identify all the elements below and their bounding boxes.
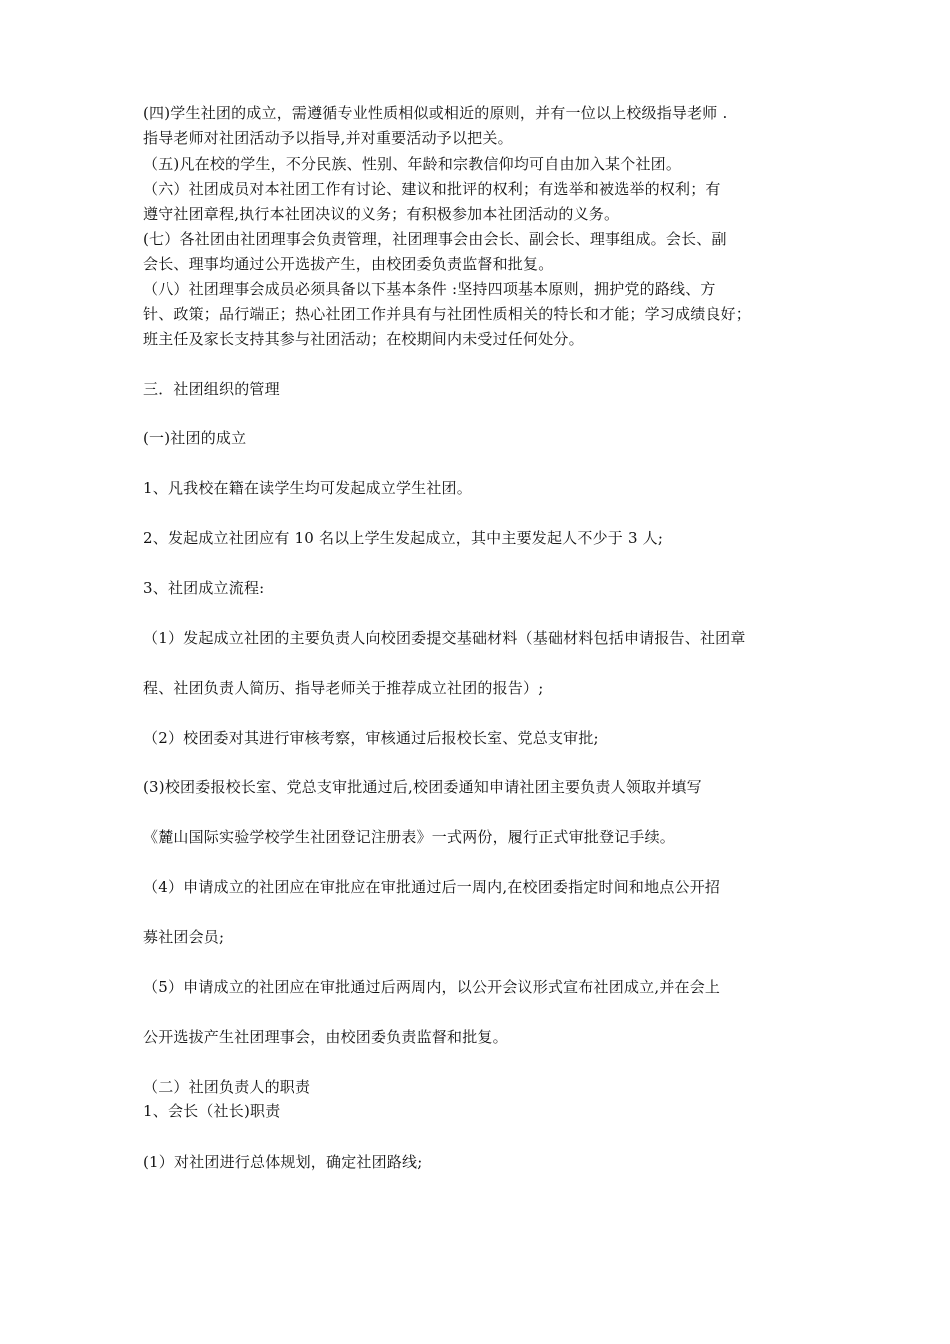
paragraph-line: 募社团会员; bbox=[143, 928, 225, 946]
paragraph-line: (1）对社团进行总体规划，确定社团路线; bbox=[143, 1153, 423, 1171]
subsection-heading: (一)社团的成立 bbox=[143, 429, 247, 447]
paragraph-line: 会长、理事均通过公开选拔产生，由校团委负责监督和批复。 bbox=[143, 255, 554, 273]
paragraph-line: （2）校团委对其进行审核考察，审核通过后报校长室、党总支审批; bbox=[143, 729, 599, 747]
paragraph-line: （1）发起成立社团的主要负责人向校团委提交基础材料（基础材料包括申请报告、社团章 bbox=[143, 629, 746, 647]
subsection-heading: （二）社团负责人的职责 bbox=[143, 1078, 311, 1096]
paragraph-line: (四)学生社团的成立，需遵循专业性质相似或相近的原则，并有一位以上校级指导老师 . bbox=[143, 104, 728, 122]
paragraph-line: （5）申请成立的社团应在审批通过后两周内，以公开会议形式宣布社团成立,并在会上 bbox=[143, 978, 721, 996]
paragraph-line: （六）社团成员对本社团工作有讨论、建议和批评的权利；有选举和被选举的权利；有 bbox=[143, 180, 721, 198]
paragraph-line: 指导老师对社团活动予以指导,并对重要活动予以把关。 bbox=[143, 129, 513, 147]
paragraph-line: (七）各社团由社团理事会负责管理，社团理事会由会长、副会长、理事组成。会长、副 bbox=[143, 230, 727, 248]
section-heading: 三．社团组织的管理 bbox=[143, 380, 280, 398]
paragraph-line: 3、社团成立流程: bbox=[143, 579, 265, 597]
paragraph-line: 公开选拔产生社团理事会，由校团委负责监督和批复。 bbox=[143, 1028, 508, 1046]
paragraph-line: (3)校团委报校长室、党总支审批通过后,校团委通知申请社团主要负责人领取并填写 bbox=[143, 778, 702, 796]
paragraph-line: 程、社团负责人简历、指导老师关于推荐成立社团的报告）; bbox=[143, 679, 544, 697]
paragraph-line: （八）社团理事会成员必须具备以下基本条件 :坚持四项基本原则，拥护党的路线、方 bbox=[143, 280, 716, 298]
paragraph-line: 遵守社团章程,执行本社团决议的义务；有积极参加本社团活动的义务。 bbox=[143, 205, 620, 223]
paragraph-line: 1、凡我校在籍在读学生均可发起成立学生社团。 bbox=[143, 479, 472, 497]
paragraph-line: 班主任及家长支持其参与社团活动；在校期间内未受过任何处分。 bbox=[143, 330, 584, 348]
paragraph-line: 1、会长（社长)职责 bbox=[143, 1102, 281, 1120]
paragraph-line: 2、发起成立社团应有 10 名以上学生发起成立，其中主要发起人不少于 3 人; bbox=[143, 529, 664, 547]
paragraph-line: （五)凡在校的学生，不分民族、性别、年龄和宗教信仰均可自由加入某个社团。 bbox=[143, 155, 682, 173]
paragraph-line: （4）申请成立的社团应在审批应在审批通过后一周内,在校团委指定时间和地点公开招 bbox=[143, 878, 721, 896]
paragraph-line: 《麓山国际实验学校学生社团登记注册表》一式两份，履行正式审批登记手续。 bbox=[143, 828, 676, 846]
paragraph-line: 针、政策；品行端正；热心社团工作并具有与社团性质相关的特长和才能；学习成绩良好； bbox=[143, 305, 752, 323]
